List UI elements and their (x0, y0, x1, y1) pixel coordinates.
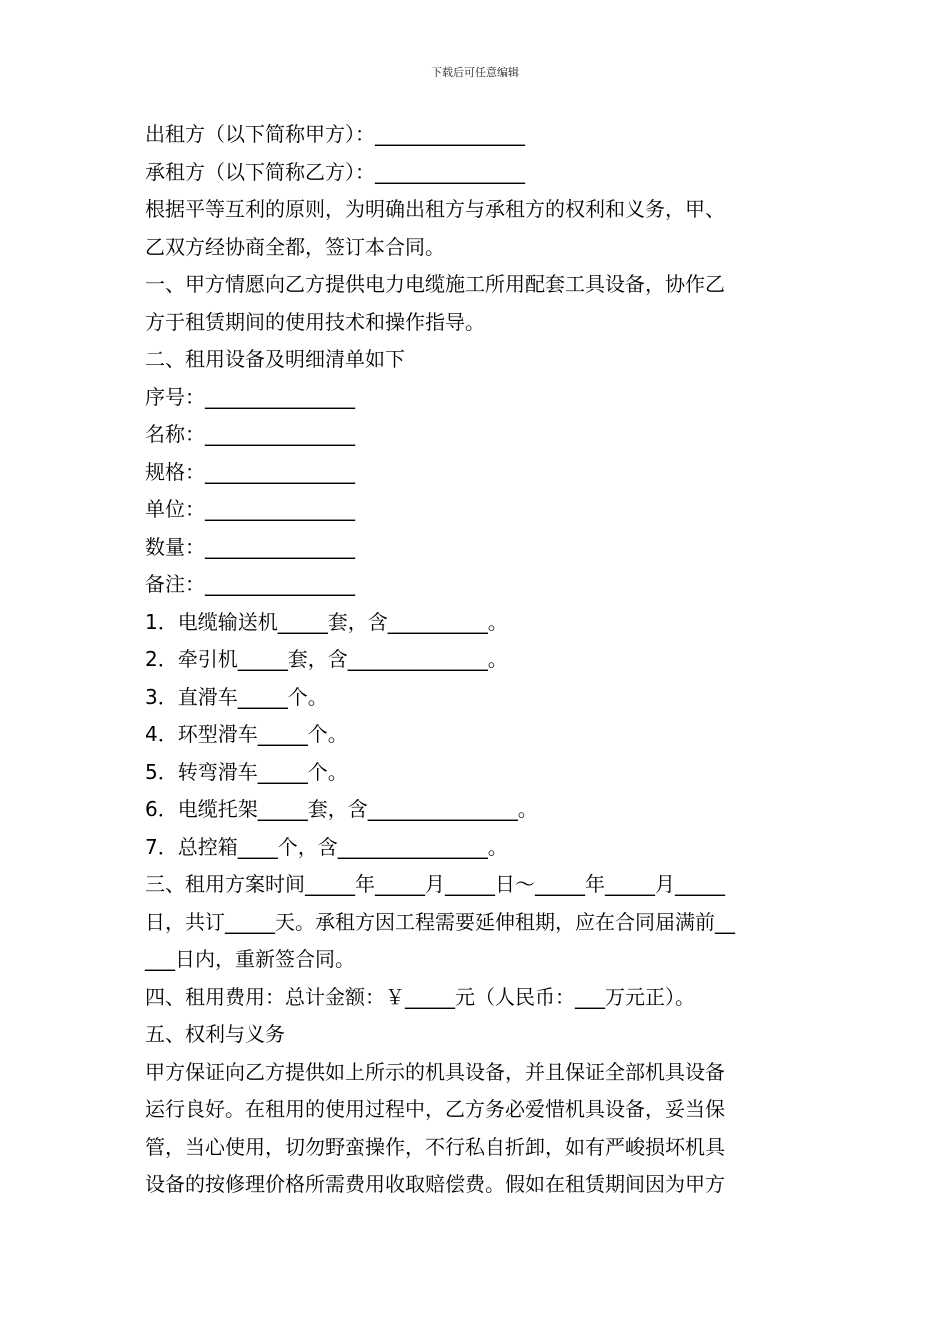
clause-1-line-1: 一、甲方情愿向乙方提供电力电缆施工所用配套工具设备，协作乙 (145, 272, 725, 296)
field-specification: 规格：_______________ (145, 459, 355, 484)
page-header-note: 下载后可任意编辑 (431, 66, 519, 79)
clause-5-line-2: 运行良好。在租用的使用过程中，乙方务必爱惜机具设备，妥当保 (145, 1097, 725, 1121)
equipment-item-3: 3．直滑车_____个。 (145, 684, 328, 709)
preamble-line-2: 乙双方经协商全都，签订本合同。 (145, 234, 445, 259)
field-unit: 单位：_______________ (145, 497, 355, 521)
contract-body (145, 116, 810, 1204)
clause-3-line-3: ___日内，重新签合同。 (145, 947, 355, 971)
equipment-item-6: 6．电缆托架_____套，含_______________。 (145, 797, 538, 821)
clause-5-line-1: 甲方保证向乙方提供如上所示的机具设备，并且保证全部机具设备 (145, 1059, 725, 1084)
clause-5-line-4: 设备的按修理价格所需费用收取赔偿费。假如在租赁期间因为甲方 (145, 1172, 725, 1196)
preamble-line-1: 根据平等互利的原则，为明确出租方与承租方的权利和义务，甲、 (145, 197, 725, 221)
lessor-line: 出租方（以下简称甲方）：_______________ (145, 122, 525, 146)
equipment-item-4: 4．环型滑车_____个。 (145, 722, 348, 746)
field-name: 名称：_______________ (145, 422, 355, 446)
clause-1-line-2: 方于租赁期间的使用技术和操作指导。 (145, 309, 485, 334)
clause-5-heading: 五、权利与义务 (145, 1022, 285, 1046)
field-serial-number: 序号：_______________ (145, 384, 355, 409)
clause-4-fee: 四、租用费用：总计金额：￥_____元（人民币：___万元正）。 (145, 984, 695, 1009)
equipment-item-7: 7．总控箱____个，含_______________。 (145, 834, 508, 859)
equipment-item-1: 1．电缆输送机_____套，含__________。 (145, 609, 508, 634)
equipment-item-2: 2．牵引机_____套，含______________。 (145, 647, 508, 671)
clause-2-heading: 二、租用设备及明细清单如下 (145, 347, 405, 371)
equipment-item-5: 5．转弯滑车_____个。 (145, 759, 348, 784)
clause-5-line-3: 管，当心使用，切勿野蛮操作，不行私自折卸，如有严峻损坏机具 (145, 1134, 725, 1159)
field-remarks: 备注：_______________ (145, 572, 355, 596)
field-quantity: 数量：_______________ (145, 534, 355, 559)
lessee-line: 承租方（以下简称乙方）：_______________ (145, 159, 525, 184)
clause-3-line-1: 三、租用方案时间_____年_____月_____日～_____年_____月_____ (145, 872, 725, 896)
clause-3-line-2: 日，共订_____天。承租方因工程需要延伸租期，应在合同届满前__ (145, 909, 735, 934)
